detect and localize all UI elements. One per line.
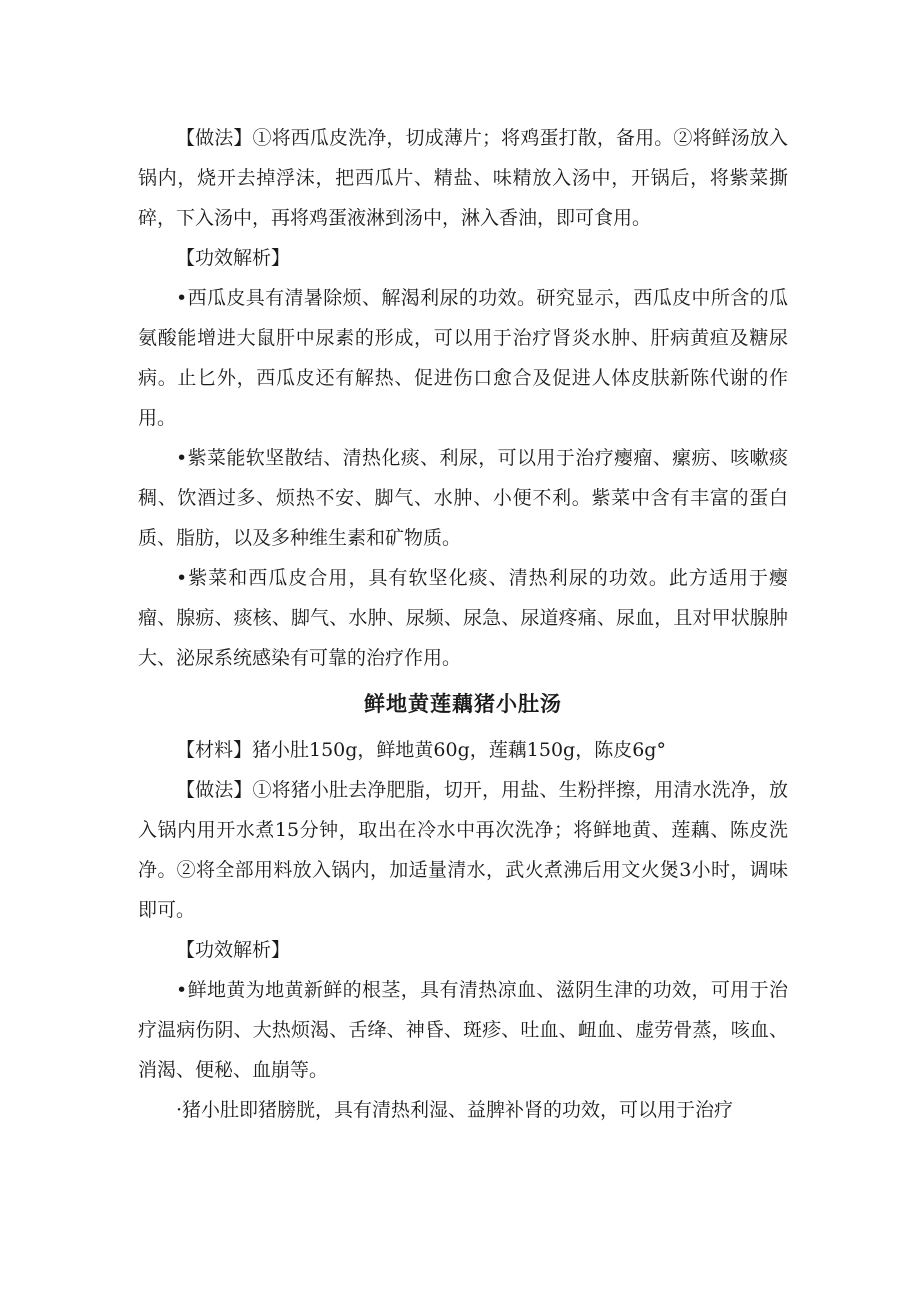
materials-paragraph: 【材料】猪小肚150g，鲜地黄60g，莲藕150g，陈皮6g°: [176, 739, 666, 761]
analysis-point-watermelon-rind: •西瓜皮具有清暑除烦、解渴利尿的功效。研究显示，西瓜皮中所含的瓜氨酸能增进大鼠肝中尿素的形成，可以用于治疗肾炎水肿、肝病黄疸及糖尿病。止匕外，西瓜皮还有解热、促进伤口愈合及促进人体皮肤新陈代谢的作用。: [138, 287, 788, 429]
analysis-point-laver: •紫菜能软坚散结、清热化痰、利尿，可以用于治疗瘿瘤、瘰疬、咳嗽痰稠、饮酒过多、烦热不安、脚气、水肿、小便不利。紫菜中含有丰富的蛋白质、脂肪，以及多种维生素和矿物质。: [138, 447, 788, 549]
recipe-title: 鲜地黄莲藕猪小肚汤: [364, 692, 562, 716]
analysis-point-combined: •紫菜和西瓜皮合用，具有软坚化痰、清热利尿的功效。此方适用于瘿瘤、腺疬、痰核、脚气、水肿、尿频、尿急、尿道疼痛、尿血，且对甲状腺肿大、泌尿系统感染有可靠的治疗作用。: [138, 567, 788, 669]
analysis-label: 【功效解析】: [176, 247, 291, 269]
method-paragraph: 【做法】①将西瓜皮洗净，切成薄片；将鸡蛋打散，备用。②将鲜汤放入锅内，烧开去掉浮沫，把西瓜片、精盐、味精放入汤中，开锅后，将紫菜撕碎，下入汤中，再将鸡蛋液淋到汤中，淋入香油，即可食用。: [138, 127, 788, 229]
analysis-point-pig-bladder: ·猪小肚即猪膀胱，具有清热利湿、益脾补肾的功效，可以用于治疗: [176, 1099, 734, 1121]
analysis-point-rehmannia: •鲜地黄为地黄新鲜的根茎，具有清热凉血、滋阴生津的功效，可用于治疗温病伤阴、大热烦渴、舌绛、神昏、斑疹、吐血、衄血、虚劳骨蒸，咳血、消渴、便秘、血崩等。: [138, 979, 788, 1081]
method-paragraph: 【做法】①将猪小肚去净肥脂，切开，用盐、生粉拌擦，用清水洗净，放入锅内用开水煮15分钟，取出在冷水中再次洗净；将鲜地黄、莲藕、陈皮洗净。②将全部用料放入锅内，加适量清水，武火煮沸后用文火煲3小时，调味即可。: [138, 779, 788, 921]
document-page: [138, 118, 788, 1130]
analysis-label: 【功效解析】: [176, 939, 291, 961]
